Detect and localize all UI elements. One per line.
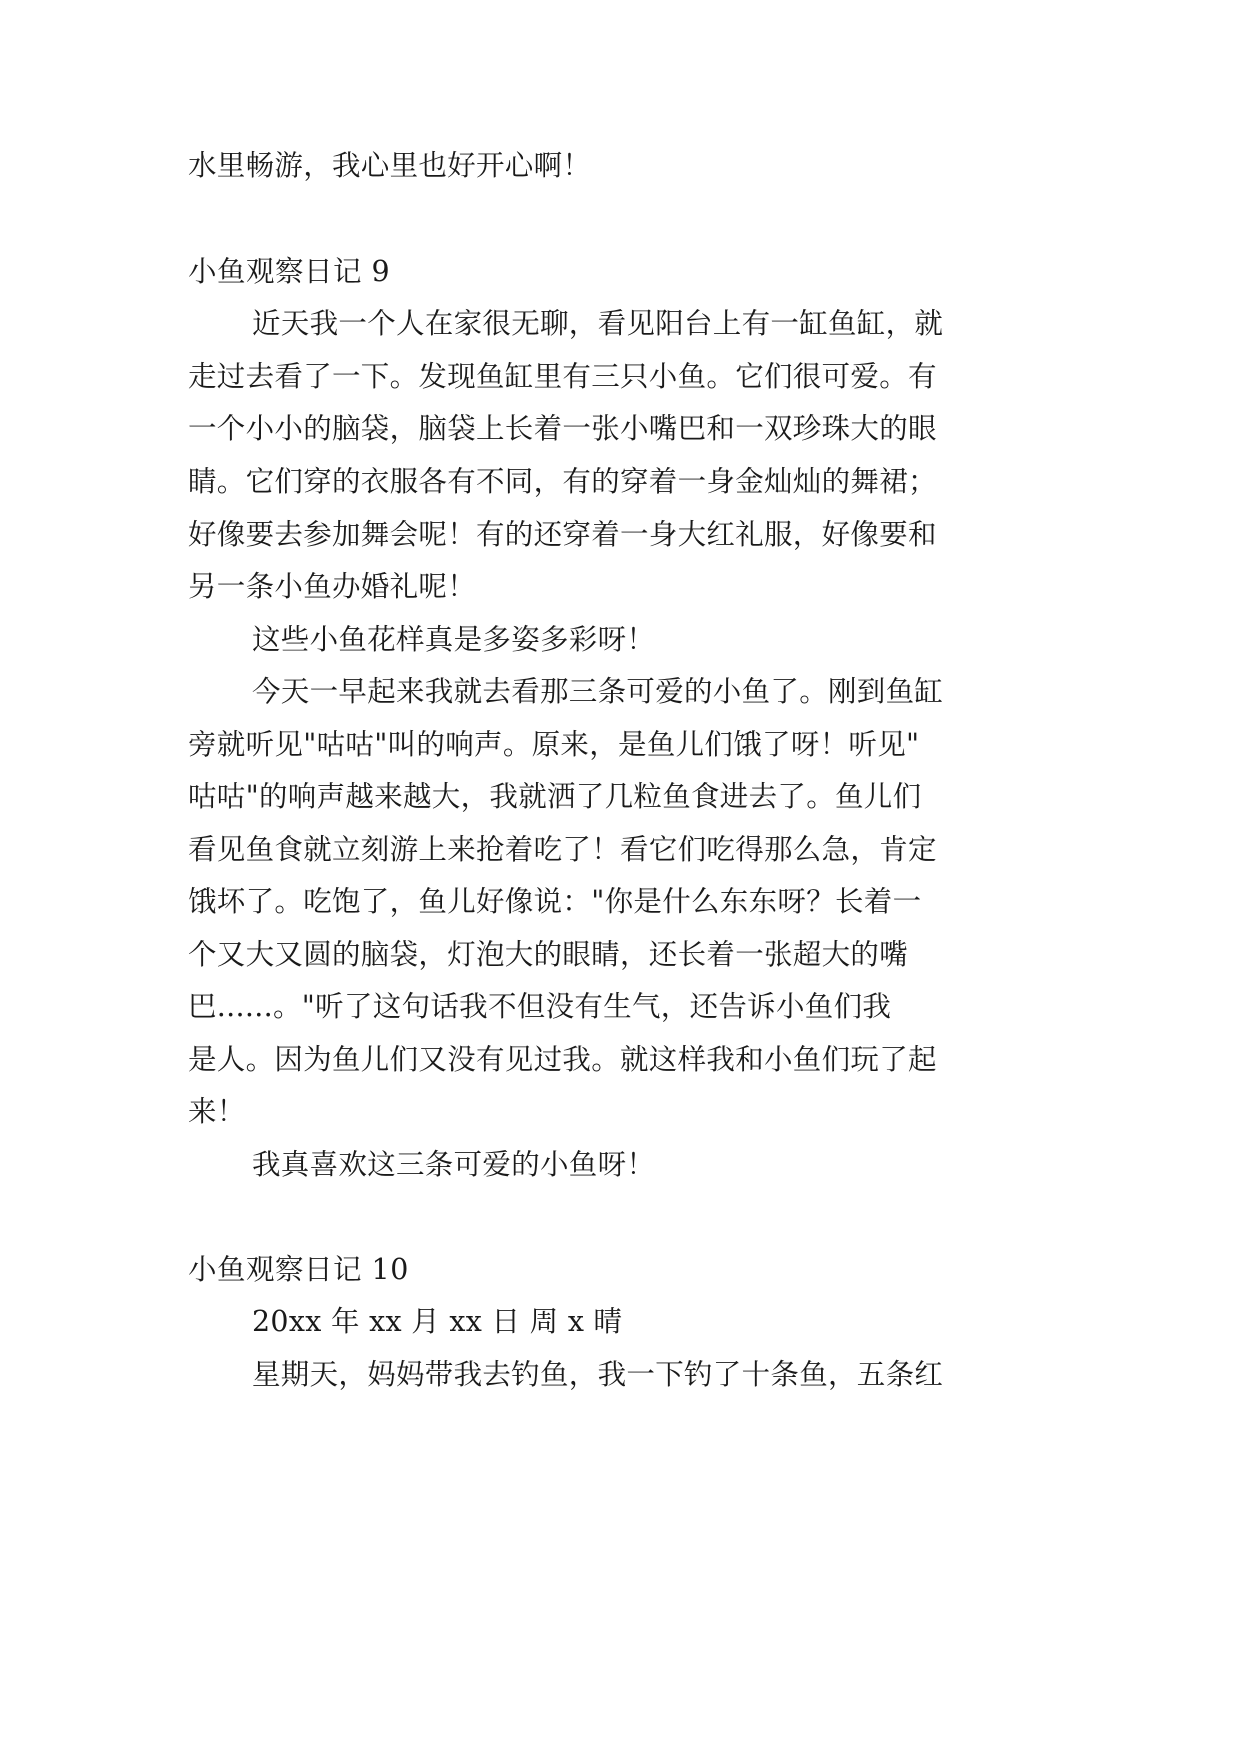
paragraph-line: 看见鱼食就立刻游上来抢着吃了！看它们吃得那么急，肯定 [188,833,937,866]
paragraph-line: 个又大又圆的脑袋，灯泡大的眼睛，还长着一张超大的嘴 [188,938,909,971]
paragraph-line: 走过去看了一下。发现鱼缸里有三只小鱼。它们很可爱。有 [188,360,937,393]
paragraph-line: 水里畅游，我心里也好开心啊！ [188,149,592,182]
paragraph-line: 另一条小鱼办婚礼呢！ [188,570,477,603]
paragraph-line: 一个小小的脑袋，脑袋上长着一张小嘴巴和一双珍珠大的眼 [188,412,937,445]
paragraph-line: 我真喜欢这三条可爱的小鱼呀！ [252,1148,656,1181]
paragraph-line: 饿坏了。吃饱了，鱼儿好像说："你是什么东东呀？长着一 [188,885,922,918]
section-heading: 小鱼观察日记 9 [188,255,391,288]
paragraph-line: 是人。因为鱼儿们又没有见过我。就这样我和小鱼们玩了起 [188,1043,937,1076]
paragraph-line: 今天一早起来我就去看那三条可爱的小鱼了。刚到鱼缸 [252,675,944,708]
date-line: 20xx 年 xx 月 xx 日 周 x 晴 [252,1305,623,1338]
paragraph-line: 咕咕"的响声越来越大，我就洒了几粒鱼食进去了。鱼儿们 [188,780,922,813]
paragraph-line: 睛。它们穿的衣服各有不同，有的穿着一身金灿灿的舞裙； [188,465,937,498]
paragraph-line: 近天我一个人在家很无聊，看见阳台上有一缸鱼缸，就 [252,307,944,340]
paragraph-line: 星期天，妈妈带我去钓鱼，我一下钓了十条鱼，五条红 [252,1358,944,1391]
paragraph-line: 这些小鱼花样真是多姿多彩呀！ [252,623,656,656]
paragraph-line: 巴......。"听了这句话我不但没有生气，还告诉小鱼们我 [188,990,892,1023]
paragraph-line: 来！ [188,1095,246,1128]
paragraph-line: 好像要去参加舞会呢！有的还穿着一身大红礼服，好像要和 [188,518,937,551]
paragraph-line: 旁就听见"咕咕"叫的响声。原来，是鱼儿们饿了呀！听见" [188,728,920,761]
section-heading: 小鱼观察日记 10 [188,1253,409,1286]
